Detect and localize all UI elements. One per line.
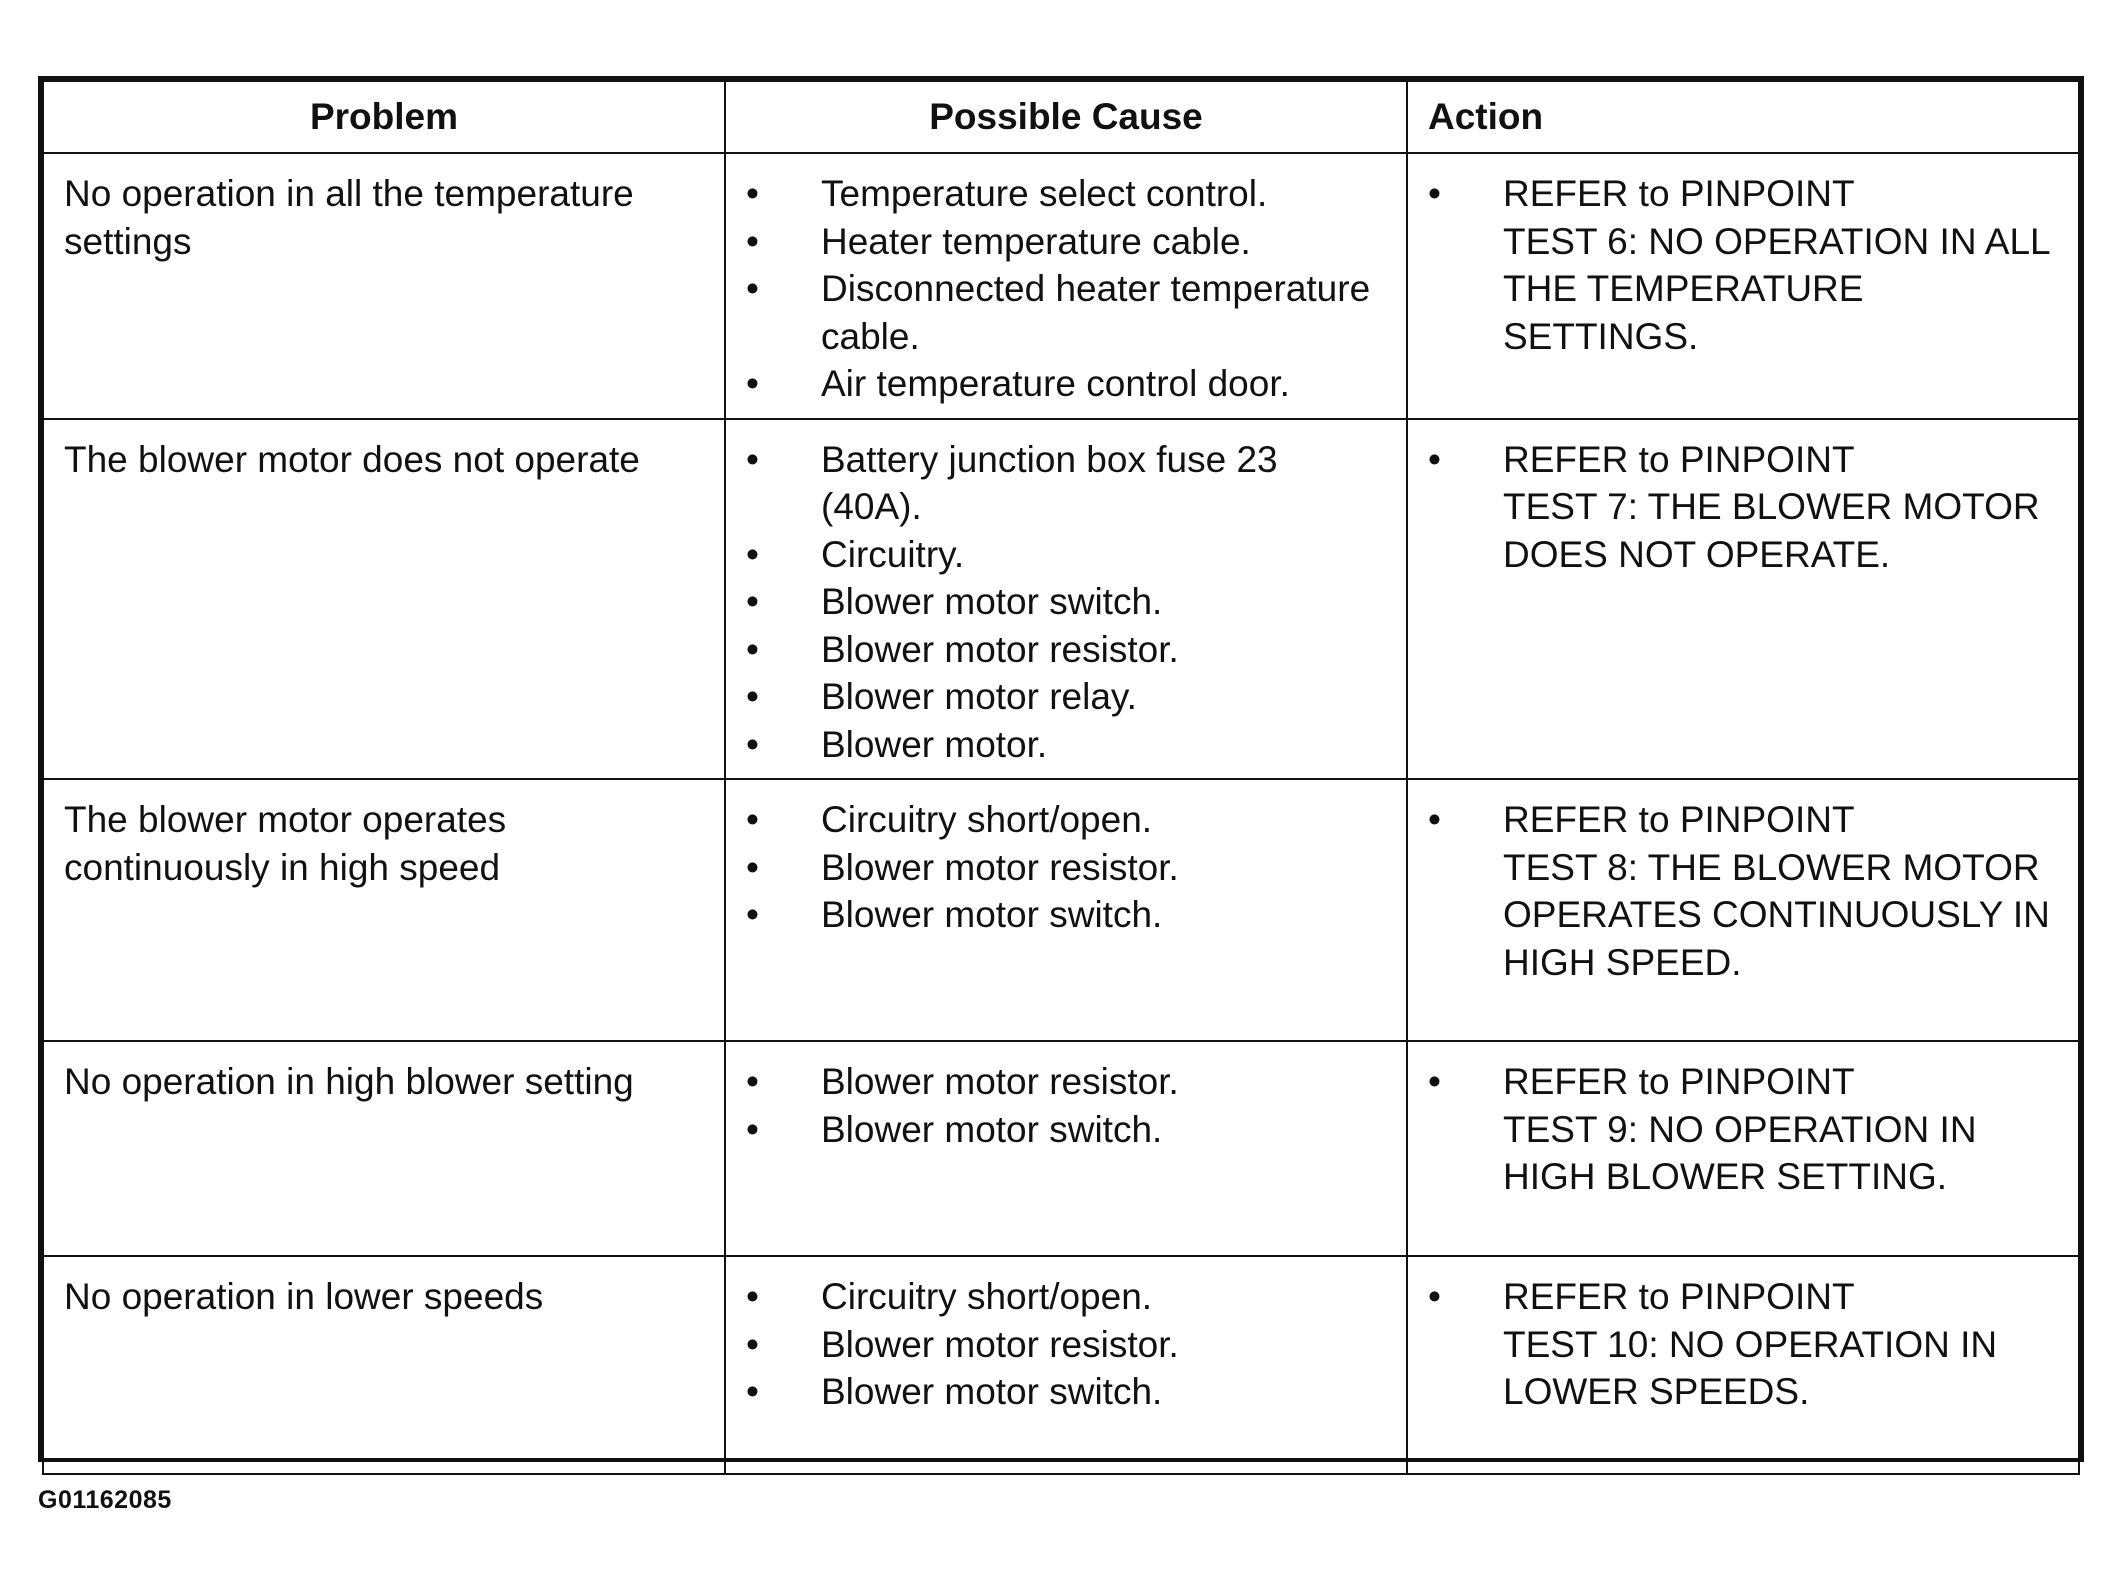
cause-item: • Circuitry short/open. xyxy=(746,1273,1386,1321)
cause-cell xyxy=(725,1256,1407,1474)
header-possible-cause: Possible Cause xyxy=(725,81,1407,153)
cause-list xyxy=(746,1058,1386,1153)
cause-cell xyxy=(725,419,1407,780)
cause-item: • Battery junction box fuse 23 (40A). xyxy=(746,436,1386,531)
cause-item: • Blower motor switch. xyxy=(746,578,1386,626)
table-row xyxy=(43,1041,2079,1256)
problem-cell: No operation in high blower setting xyxy=(43,1041,725,1256)
cause-item: • Heater temperature cable. xyxy=(746,218,1386,266)
action-item: • REFER to PINPOINT TEST 9: NO OPERATION IN HIGH BLOWER SETTING. xyxy=(1428,1058,2058,1201)
action-cell xyxy=(1407,419,2079,780)
action-list xyxy=(1428,1273,2058,1416)
action-item: • REFER to PINPOINT TEST 10: NO OPERATION IN LOWER SPEEDS. xyxy=(1428,1273,2058,1416)
action-cell xyxy=(1407,1256,2079,1474)
cause-item: • Circuitry. xyxy=(746,531,1386,579)
diagnosis-table xyxy=(42,80,2080,1475)
table-header-row xyxy=(43,81,2079,153)
action-list xyxy=(1428,796,2058,986)
cause-list xyxy=(746,436,1386,769)
cause-list xyxy=(746,1273,1386,1416)
cause-list xyxy=(746,796,1386,939)
action-list xyxy=(1428,170,2058,360)
action-item: • REFER to PINPOINT TEST 6: NO OPERATION IN ALL THE TEMPERATURE SETTINGS. xyxy=(1428,170,2058,360)
cause-item: • Blower motor switch. xyxy=(746,891,1386,939)
cause-item: • Blower motor switch. xyxy=(746,1368,1386,1416)
action-list xyxy=(1428,1058,2058,1201)
action-cell xyxy=(1407,779,2079,1041)
cause-item: • Blower motor relay. xyxy=(746,673,1386,721)
cause-list xyxy=(746,170,1386,408)
cause-item: • Blower motor resistor. xyxy=(746,1058,1386,1106)
cause-item: • Blower motor switch. xyxy=(746,1106,1386,1154)
action-item: • REFER to PINPOINT TEST 7: THE BLOWER MOTOR DOES NOT OPERATE. xyxy=(1428,436,2058,579)
table-row xyxy=(43,153,2079,419)
figure-id-caption: G01162085 xyxy=(38,1486,172,1514)
header-action: Action xyxy=(1407,81,2079,153)
cause-item: • Blower motor. xyxy=(746,721,1386,769)
diagnosis-table-frame xyxy=(38,76,2084,1462)
cause-item: • Air temperature control door. xyxy=(746,360,1386,408)
cause-cell xyxy=(725,153,1407,419)
header-problem: Problem xyxy=(43,81,725,153)
table-row xyxy=(43,419,2079,780)
table-row xyxy=(43,779,2079,1041)
cause-item: • Temperature select control. xyxy=(746,170,1386,218)
problem-cell: No operation in lower speeds xyxy=(43,1256,725,1474)
action-cell xyxy=(1407,153,2079,419)
cause-item: • Blower motor resistor. xyxy=(746,626,1386,674)
action-cell xyxy=(1407,1041,2079,1256)
cause-cell xyxy=(725,1041,1407,1256)
cause-item: • Circuitry short/open. xyxy=(746,796,1386,844)
action-list xyxy=(1428,436,2058,579)
table-row xyxy=(43,1256,2079,1474)
cause-cell xyxy=(725,779,1407,1041)
problem-cell: The blower motor operates continuously in high speed xyxy=(43,779,725,1041)
action-item: • REFER to PINPOINT TEST 8: THE BLOWER MOTOR OPERATES CONTINUOUSLY IN HIGH SPEED. xyxy=(1428,796,2058,986)
cause-item: • Disconnected heater temperature cable. xyxy=(746,265,1386,360)
cause-item: • Blower motor resistor. xyxy=(746,844,1386,892)
problem-cell: The blower motor does not operate xyxy=(43,419,725,780)
cause-item: • Blower motor resistor. xyxy=(746,1321,1386,1369)
problem-cell: No operation in all the temperature settings xyxy=(43,153,725,419)
